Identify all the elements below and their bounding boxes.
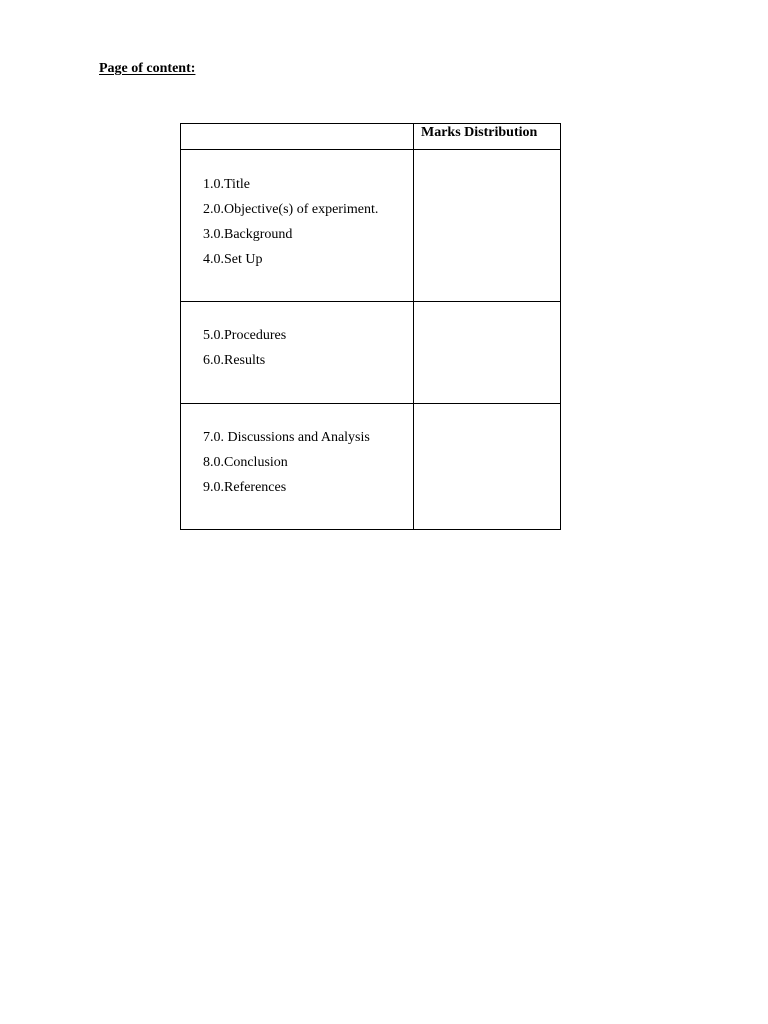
list-item: 2.0.Objective(s) of experiment. [203, 202, 379, 217]
contents-cell [181, 302, 414, 404]
table-row [181, 150, 561, 302]
list-item: 7.0. Discussions and Analysis [203, 430, 370, 445]
table-header-row [181, 124, 561, 150]
marks-cell [414, 302, 561, 404]
list-item: 4.0.Set Up [203, 252, 263, 267]
marks-distribution-header [414, 124, 561, 150]
contents-list [181, 150, 413, 272]
marks-cell [414, 404, 561, 530]
contents-table [180, 123, 561, 530]
list-item: 3.0.Background [203, 227, 293, 242]
contents-cell [181, 404, 414, 530]
list-item: 1.0.Title [203, 177, 250, 192]
contents-list [181, 404, 413, 500]
table-row [181, 302, 561, 404]
list-item: 9.0.References [203, 480, 287, 495]
contents-list [181, 302, 413, 373]
list-item: 8.0.Conclusion [203, 455, 288, 470]
list-item: 6.0.Results [203, 353, 266, 368]
page-title: Page of content: [99, 61, 196, 76]
list-item: 5.0.Procedures [203, 328, 287, 343]
table-row [181, 404, 561, 530]
header-blank-cell [181, 124, 414, 150]
marks-distribution-label: Marks Distribution [421, 125, 538, 140]
marks-cell [414, 150, 561, 302]
contents-cell [181, 150, 414, 302]
